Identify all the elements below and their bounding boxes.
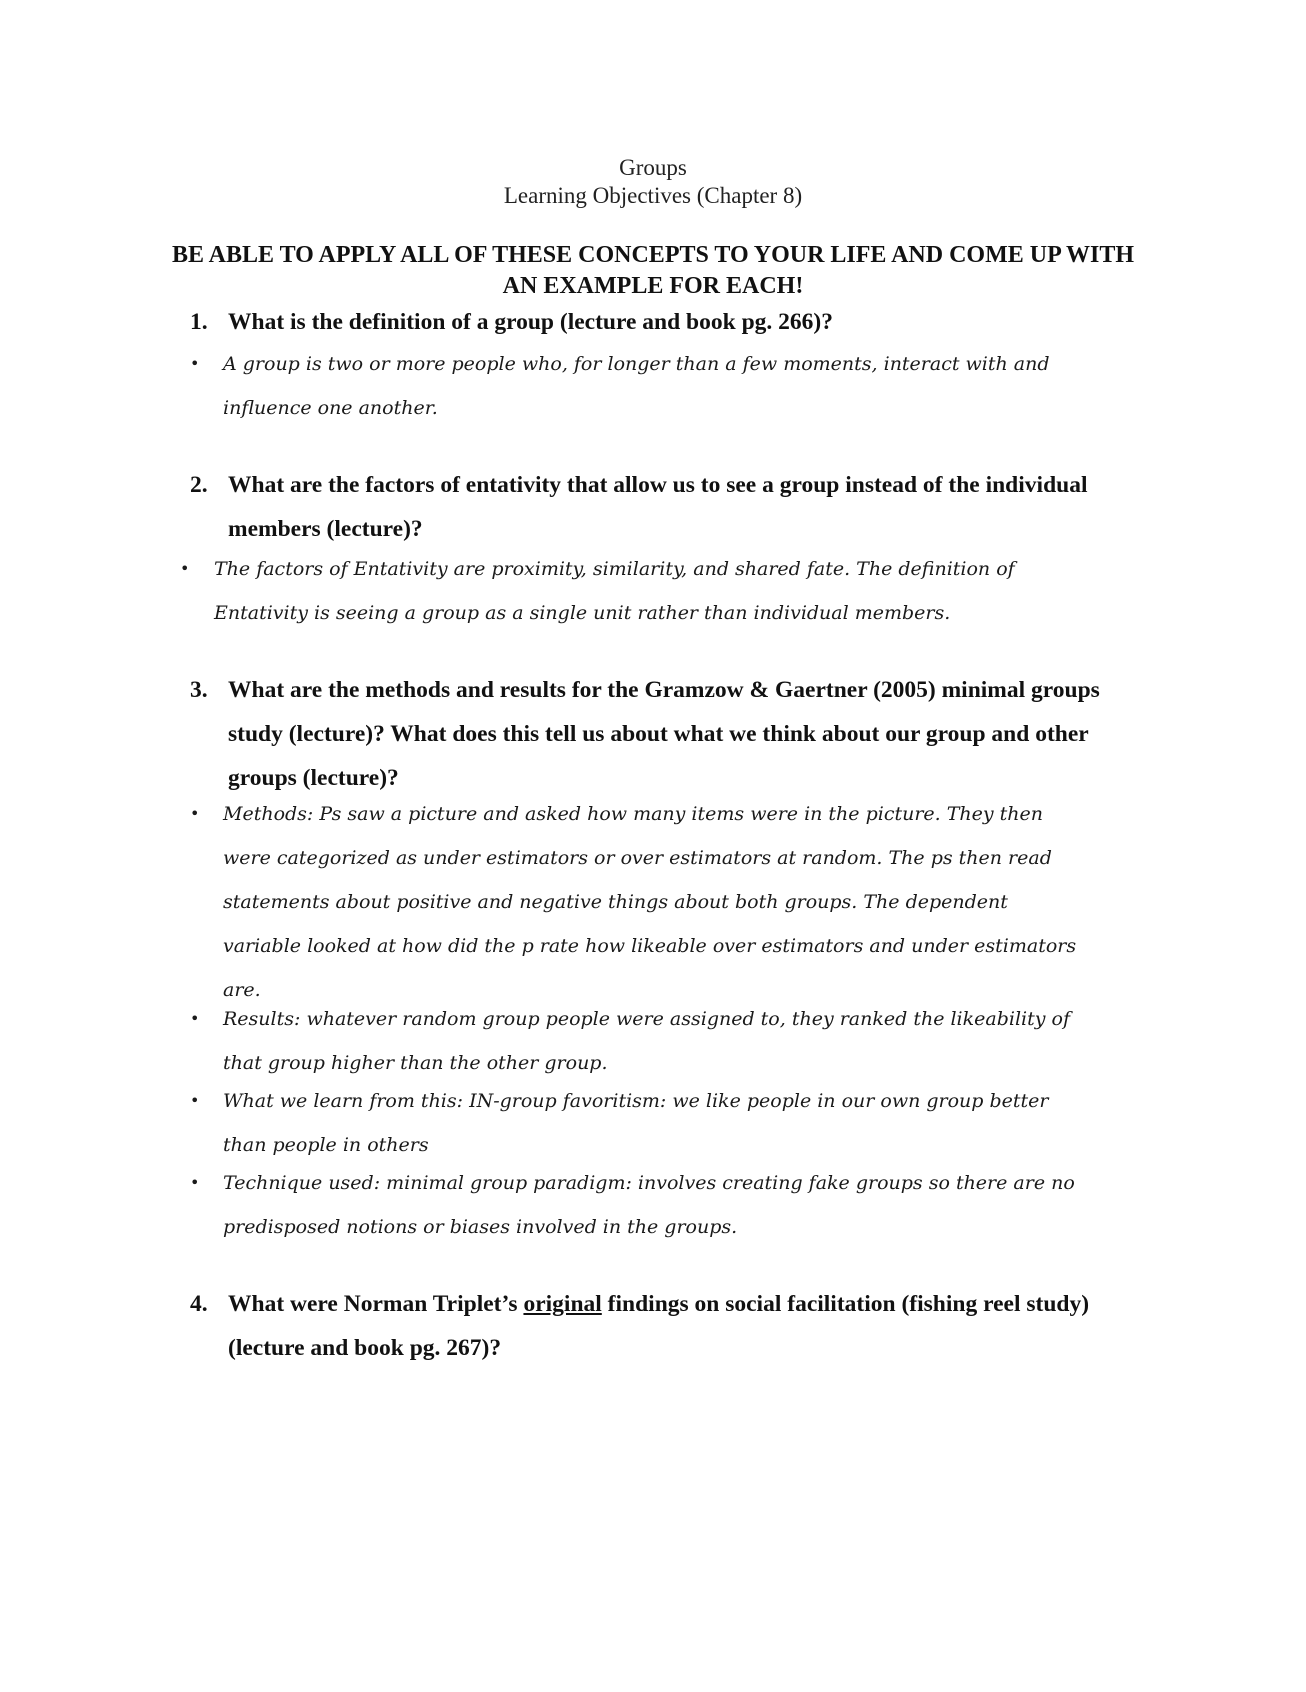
answer-text: Technique used: minimal group paradigm: involves creating fake groups so there are no predisposed notions or biases involved in the groups.	[223, 1172, 1075, 1238]
answer-text: What we learn from this: IN-group favoritism: we like people in our own group better than people in others	[223, 1090, 1049, 1156]
question-number: 3.	[190, 677, 208, 703]
question-text-part: What were Norman Triplet’s	[228, 1291, 524, 1317]
question-text-part: findings on social facilitation (fishing reel study) (lecture and book pg. 267)?	[228, 1291, 1090, 1361]
question-3	[190, 668, 1150, 800]
question-text: What are the methods and results for the Gramzow & Gaertner (2005) minimal groups study (lecture)? What does this tell us about what we think about our group and other groups (lecture)?	[228, 677, 1100, 791]
answer-text: Results: whatever random group people were assigned to, they ranked the likeability of that group higher than the other group.	[223, 1008, 1070, 1074]
question-number: 4.	[190, 1291, 208, 1317]
answer-item	[190, 792, 1080, 1012]
answer-text: The factors of Entativity are proximity, similarity, and shared fate. The definition of Entativity is seeing a group as a single unit rather than individual members.	[214, 558, 1015, 624]
bullet-icon: •	[180, 559, 190, 578]
question-number: 1.	[190, 309, 208, 335]
question-text	[190, 1282, 1150, 1370]
answer-item	[180, 547, 1060, 635]
bullet-icon: •	[190, 1173, 200, 1192]
bullet-icon: •	[190, 1091, 200, 1110]
question-1	[190, 300, 1150, 344]
bullet-icon: •	[190, 354, 200, 373]
answer-text: Methods: Ps saw a picture and asked how many items were in the picture. They then were categorized as under estimators or over estimators at random. The ps then read statements about positive and negative things about both groups. The dependent variable looked at how did the p rate how likeable over estimators and under estimators are.	[223, 803, 1077, 1001]
answer-item	[190, 1079, 1080, 1167]
underlined-word: original	[523, 1291, 602, 1317]
question-2	[190, 463, 1150, 551]
answer-item	[190, 342, 1070, 430]
question-text: What are the factors of entativity that allow us to see a group instead of the individual members (lecture)?	[228, 472, 1088, 542]
question-text: What is the definition of a group (lecture and book pg. 266)?	[228, 309, 833, 335]
question-number: 2.	[190, 472, 208, 498]
question-4	[190, 1282, 1150, 1370]
answer-item	[190, 997, 1080, 1085]
instruction-banner: BE ABLE TO APPLY ALL OF THESE CONCEPTS TO YOUR LIFE AND COME UP WITH AN EXAMPLE FOR EACH!	[171, 242, 1135, 299]
document-title: Groups	[619, 155, 687, 180]
bullet-icon: •	[190, 804, 200, 823]
answer-text: A group is two or more people who, for longer than a few moments, interact with and influence one another.	[223, 353, 1050, 419]
bullet-icon: •	[190, 1009, 200, 1028]
document-subtitle: Learning Objectives (Chapter 8)	[503, 183, 803, 208]
answer-item	[190, 1161, 1080, 1249]
